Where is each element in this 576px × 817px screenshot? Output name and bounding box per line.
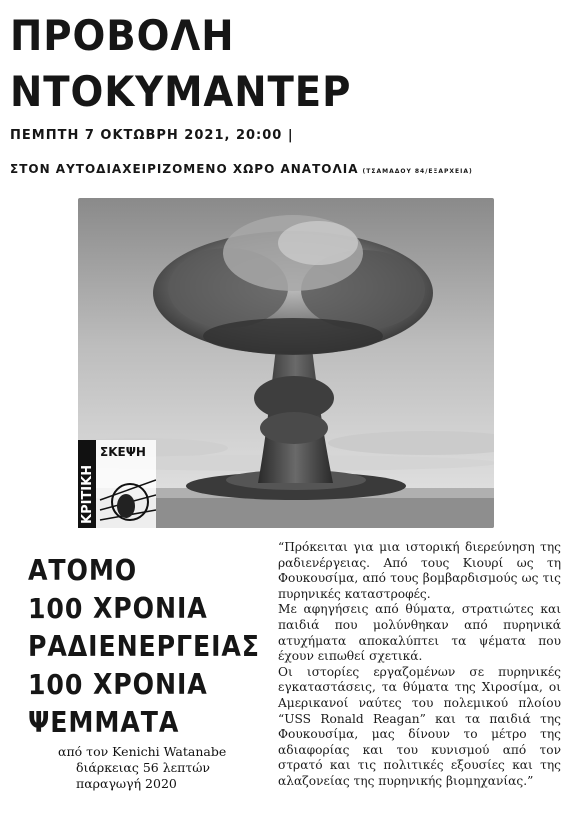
film-duration: διάρκειας 56 λεπτών bbox=[76, 760, 211, 775]
venue-address: (ΤΣΑΜΑΔΟΥ 84/ΕΞΑΡΧΕΙΑ) bbox=[362, 168, 473, 175]
film-credits bbox=[60, 744, 260, 792]
film-title-line-5: ΨΕΜΜΑΤΑ bbox=[28, 706, 180, 739]
event-venue bbox=[10, 162, 473, 176]
title-line-1: ΠΡΟΒΟΛΗ bbox=[10, 11, 235, 60]
venue-name: ΣΤΟΝ ΑΥΤΟΔΙΑΧΕΙΡΙΖΟΜΕΝΟ ΧΩΡΟ ΑΝΑΤΟΛΙΑ bbox=[10, 162, 359, 176]
film-title-line-3: ΡΑΔΙΕΝΕΡΓΕΙΑΣ bbox=[28, 630, 260, 663]
event-date-time: ΠΕΜΠΤΗ 7 ΟΚΤΩΒΡΗ 2021, 20:00 | bbox=[10, 128, 294, 143]
quote-paragraph-1: “Πρόκειται για μια ιστορική διερεύνηση της ραδιενέργειας. Από τους Κιουρί ως τη Φουκουσίμα, από τους βομβαρδισμούς ως τις πυρηνικές καταστροφές. bbox=[278, 540, 561, 601]
film-title-line-1: ΑΤΟΜΟ bbox=[28, 554, 138, 587]
kritiki-skepsi-logo bbox=[78, 440, 156, 528]
quote-paragraph-3: Οι ιστορίες εργαζομένων σε πυρηνικές εγκαταστάσεις, τα θύματα της Χιροσίμα, οι Αμερικανοί ναύτες του πολεμικού πλοίου “USS Ronald Reagan” και τα παιδιά της Φουκουσίμα, μας δίνουν το μέτρο της αδιαφορίας και του κυνισμού από τον στρατό και τις πολιτικές εξουσίες και της αλαζονείας της πυρηνικής βιομηχανίας.” bbox=[278, 664, 561, 788]
film-title bbox=[28, 552, 278, 742]
logo-word-1: ΚΡΙΤΙΚΗ bbox=[80, 464, 95, 524]
quote-paragraph-2: Με αφηγήσεις από θύματα, στρατιώτες και παιδιά που μολύνθηκαν από πυρηνικά ατυχήματα αποκαλύπτει τα ψέματα που έχουν ειπωθεί σχετικά. bbox=[278, 602, 561, 664]
film-director: από τον Kenichi Watanabe bbox=[58, 744, 227, 759]
poster-title bbox=[10, 8, 378, 120]
film-title-line-2: 100 ΧΡΟΝΙΑ bbox=[28, 592, 208, 625]
film-description-quote bbox=[278, 540, 561, 790]
logo-word-2: ΣΚΕΨΗ bbox=[100, 445, 146, 459]
title-line-2: ΝΤΟΚΥΜΑΝΤΕΡ bbox=[10, 67, 352, 116]
film-production-year: παραγωγή 2020 bbox=[76, 776, 177, 791]
film-title-line-4: 100 ΧΡΟΝΙΑ bbox=[28, 668, 208, 701]
